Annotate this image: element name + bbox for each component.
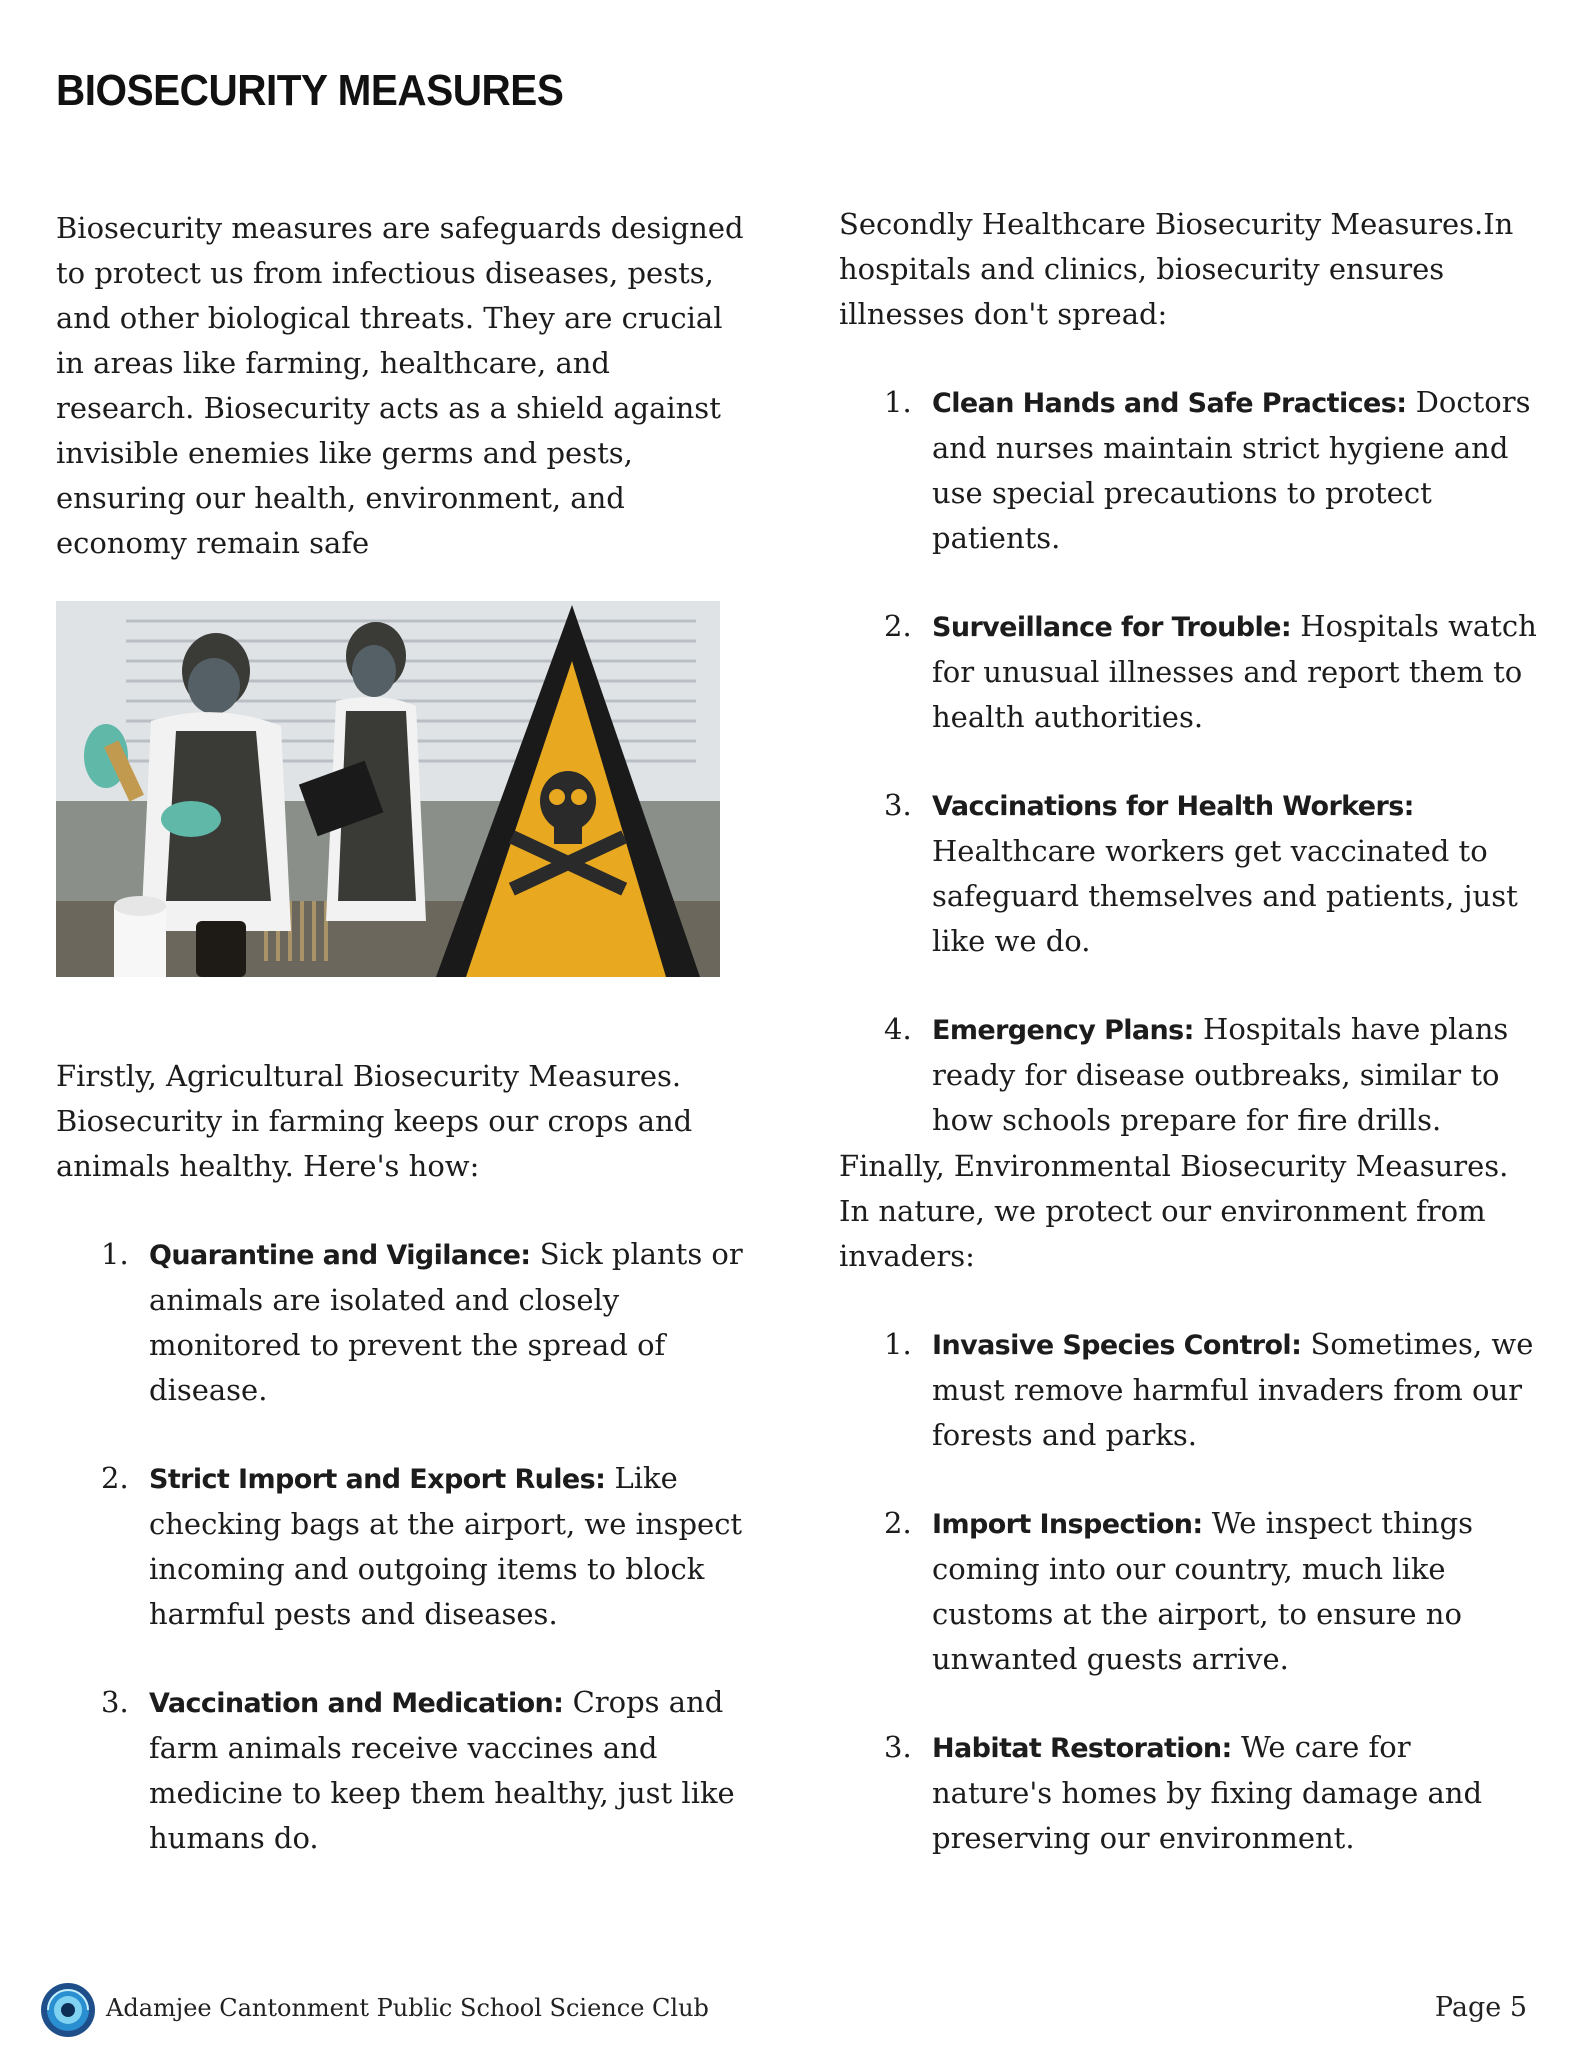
healthcare-list: [839, 380, 1539, 1143]
environmental-intro: Finally, Environmental Biosecurity Measures. In nature, we protect our environment from invaders:: [839, 1149, 1509, 1273]
list-item: 2. Strict Import and Export Rules: Like checking bags at the airport, we inspect incoming and outgoing items to block harmful pests and diseases.: [101, 1461, 743, 1631]
environmental-section: [839, 1144, 1539, 1861]
agricultural-intro: Firstly, Agricultural Biosecurity Measures. Biosecurity in farming keeps our crops and animals healthy. Here's how:: [56, 1059, 693, 1183]
footer-school-name: Adamjee Cantonment Public School Science Club: [106, 1994, 709, 2022]
science-club-logo-icon: [40, 1982, 96, 2038]
agricultural-list: [56, 1232, 746, 1861]
lab-photo: [56, 601, 720, 977]
list-item: 3. Habitat Restoration: We care for nature's homes by fixing damage and preserving our environment.: [884, 1730, 1483, 1855]
list-item: 2. Import Inspection: We inspect things coming into our country, much like customs at the airport, to ensure no unwanted guests arrive.: [884, 1506, 1474, 1676]
lab-photo-illustration: [56, 601, 720, 977]
page-number: Page 5: [1434, 1992, 1527, 2023]
environmental-list: [839, 1322, 1539, 1861]
page-title: BIOSECURITY MEASURES: [56, 66, 564, 115]
agricultural-section: [56, 1054, 746, 1861]
intro-paragraph: Biosecurity measures are safeguards designed to protect us from infectious diseases, pests, and other biological threats. They are crucial in areas like farming, healthcare, and research. Biosecurity acts as a shield against invisible enemies like germs and pests, ensuring our health, environment, and economy remain safe: [56, 211, 744, 560]
list-item: 2. Surveillance for Trouble: Hospitals watch for unusual illnesses and report them to health authorities.: [884, 609, 1537, 734]
healthcare-section: [839, 202, 1539, 1143]
healthcare-intro: Secondly Healthcare Biosecurity Measures.In hospitals and clinics, biosecurity ensures illnesses don't spread:: [839, 207, 1514, 331]
page-footer: [40, 1982, 1527, 2032]
list-item: 4. Emergency Plans: Hospitals have plans ready for disease outbreaks, similar to how schools prepare for fire drills.: [884, 1012, 1509, 1137]
list-item: 3. Vaccinations for Health Workers: Healthcare workers get vaccinated to safeguard themselves and patients, just like we do.: [884, 788, 1518, 958]
list-item: 1. Invasive Species Control: Sometimes, we must remove harmful invaders from our forests and parks.: [884, 1327, 1534, 1452]
list-item: 1. Quarantine and Vigilance: Sick plants or animals are isolated and closely monitored to prevent the spread of disease.: [101, 1237, 743, 1407]
list-item: 3. Vaccination and Medication: Crops and farm animals receive vaccines and medicine to keep them healthy, just like humans do.: [101, 1685, 735, 1855]
list-item: 1. Clean Hands and Safe Practices: Doctors and nurses maintain strict hygiene and use special precautions to protect patients.: [884, 385, 1531, 555]
